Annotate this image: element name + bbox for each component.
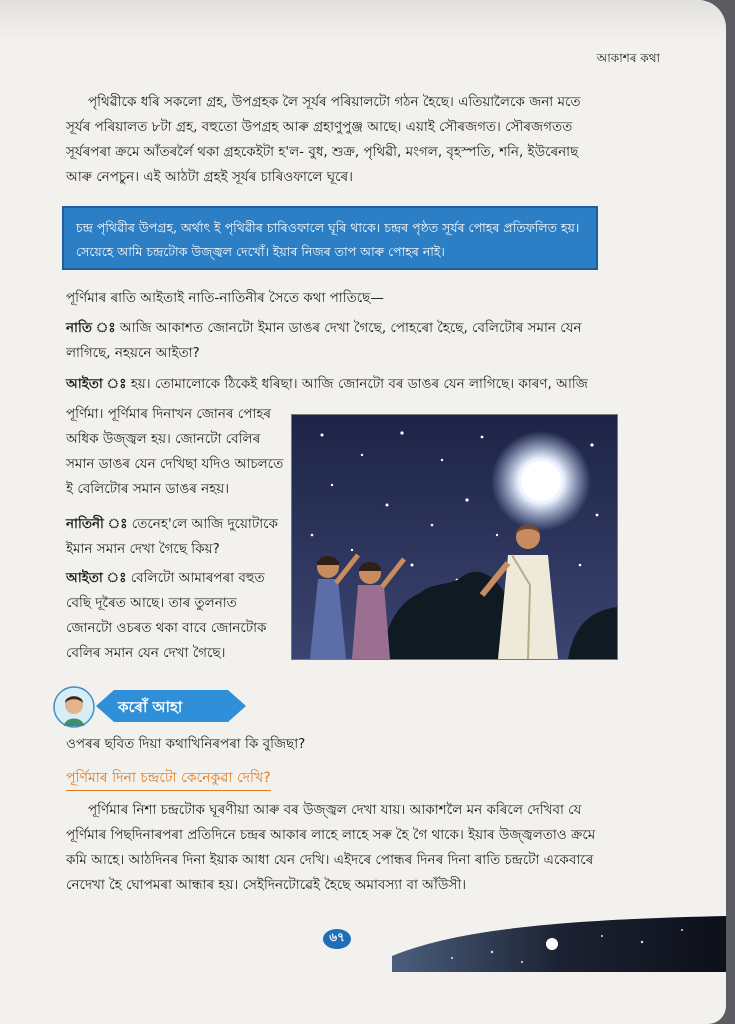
- page-number: ৬৭: [329, 930, 345, 944]
- dialogue-text: হয়। তোমালোকে ঠিকেই ধৰিছা। আজি জোনটো বৰ ডাঙৰ যেন লাগিছে। কাৰণ, আজি: [130, 376, 588, 392]
- dialogue-text: আজি আকাশত জোনটো ইমান ডাঙৰ দেখা গৈছে, পোহৰো হৈছে, বেলিটোৰ সমান যেন লাগিছে, নহয়নে আইতা?: [66, 320, 582, 361]
- full-moon-night-illustration: [291, 414, 618, 660]
- section-paragraph: পূৰ্ণিমাৰ নিশা চন্দ্ৰটোক ঘূৰণীয়া আৰু বৰ উজ্জ্বল দেখা যায়। আকাশলৈ মন কৰিলে দেখিবা যে পূৰ্ণিমাৰ পিছদিনাৰপৰা প্ৰতিদিনে চন্দ্ৰৰ আকাৰ লাহে লাহে সৰু হৈ গৈ থাকে। ইয়াৰ উজ্জ্বলতাও ক্ৰমে কমি আহে। আঠদিনৰ দিনা ইয়াক আধা যেন দেখি। এইদৰে পোন্ধৰ দিনৰ দিনা ৰাতি চন্দ্ৰটো একেবাৰে নেদেখা হৈ ঘোপমৰা আন্ধাৰ হয়। সেইদিনটোৱেই হৈছে অমাবস্যা বা আঁউসী।: [66, 802, 596, 893]
- speaker-label: নাতিনী ঃ: [66, 516, 128, 532]
- speaker-label: নাতি ঃ: [66, 320, 116, 336]
- dialogue-line-4: [66, 512, 284, 562]
- activity-banner-label: কৰোঁ আহা: [118, 698, 183, 716]
- small-moon: [546, 938, 558, 950]
- speaker-label: আইতা ঃ: [66, 570, 127, 586]
- dialogue-intro: পূৰ্ণিমাৰ ৰাতি আইতাই নাতি-নাতিনীৰ সৈতে কথা পাতিছে—: [66, 290, 384, 306]
- section-title: পূৰ্ণিমাৰ দিনা চন্দ্ৰটো কেনেকুৱা দেখি?: [66, 766, 271, 791]
- dialogue-line-5: [66, 566, 284, 666]
- dialogue-text: বেলিটো আমাৰপৰা বহুত বেছি দূৰৈত আছে। তাৰ তুলনাত জোনটো ওচৰত থকা বাবে জোনটোক বেলিৰ সমান যেন দেখা গৈছে।: [66, 570, 267, 661]
- intro-paragraph: পৃথিৱীকে ধৰি সকলো গ্ৰহ, উপগ্ৰহক লৈ সূৰ্যৰ পৰিয়ালটো গঠন হৈছে। এতিয়ালৈকে জনা মতে সূৰ্যৰ পৰিয়ালত ৮টা গ্ৰহ, বহুতো উপগ্ৰহ আৰু গ্ৰহাণুপুঞ্জ আছে। এয়াই সৌৰজগত। সৌৰজগতত সূৰ্যৰপৰা ক্ৰমে আঁতৰৰ্লৈ থকা গ্ৰহকেইটা হ'ল- বুধ, শুক্ৰ, পৃথিৱী, মংগল, বৃহস্পতি, শনি, ইউৰেনাছ আৰু নেপচুন। এই আঠটা গ্ৰহই সূৰ্যৰ চাৰিওফালে ঘূৰে।: [66, 94, 581, 185]
- moon-phase-strip-illustration: [392, 912, 726, 972]
- full-moon: [521, 461, 561, 501]
- running-header: আকাশৰ কথা: [596, 51, 660, 65]
- page-shadow: [0, 0, 726, 40]
- dialogue-text: তেনেহ'লে আজি দুয়োটাকে ইমান সমান দেখা গৈছে কিয়?: [66, 516, 278, 557]
- dialogue-line-2: [66, 372, 606, 397]
- moon-info-box: চন্দ্ৰ পৃথিৱীৰ উপগ্ৰহ, অৰ্থাৎ ই পৃথিৱীৰ চাৰিওফালে ঘূৰি থাকে। চন্দ্ৰৰ পৃষ্ঠত সূৰ্যৰ পোহৰ প্ৰতিফলিত হয়। সেয়েহে আমি চন্দ্ৰটোক উজ্জ্বল দেখোঁ। ইয়াৰ নিজৰ তাপ আৰু পোহৰ নাই।: [62, 206, 598, 270]
- speaker-label: আইতা ঃ: [66, 376, 127, 392]
- dialogue-line-1: [66, 316, 606, 366]
- activity-child-icon: [53, 686, 95, 728]
- activity-question: ওপৰৰ ছবিত দিয়া কথাখিনিৰপৰা কি বুজিছা?: [66, 736, 306, 752]
- dialogue-line-3: পূৰ্ণিমা। পূৰ্ণিমাৰ দিনাখন জোনৰ পোহৰ অধিক উজ্জ্বল হয়। জোনটো বেলিৰ সমান ডাঙৰ যেন দেখিছা যদিও আচলতে ই বেলিটোৰ সমান ডাঙৰ নহয়।: [66, 406, 284, 497]
